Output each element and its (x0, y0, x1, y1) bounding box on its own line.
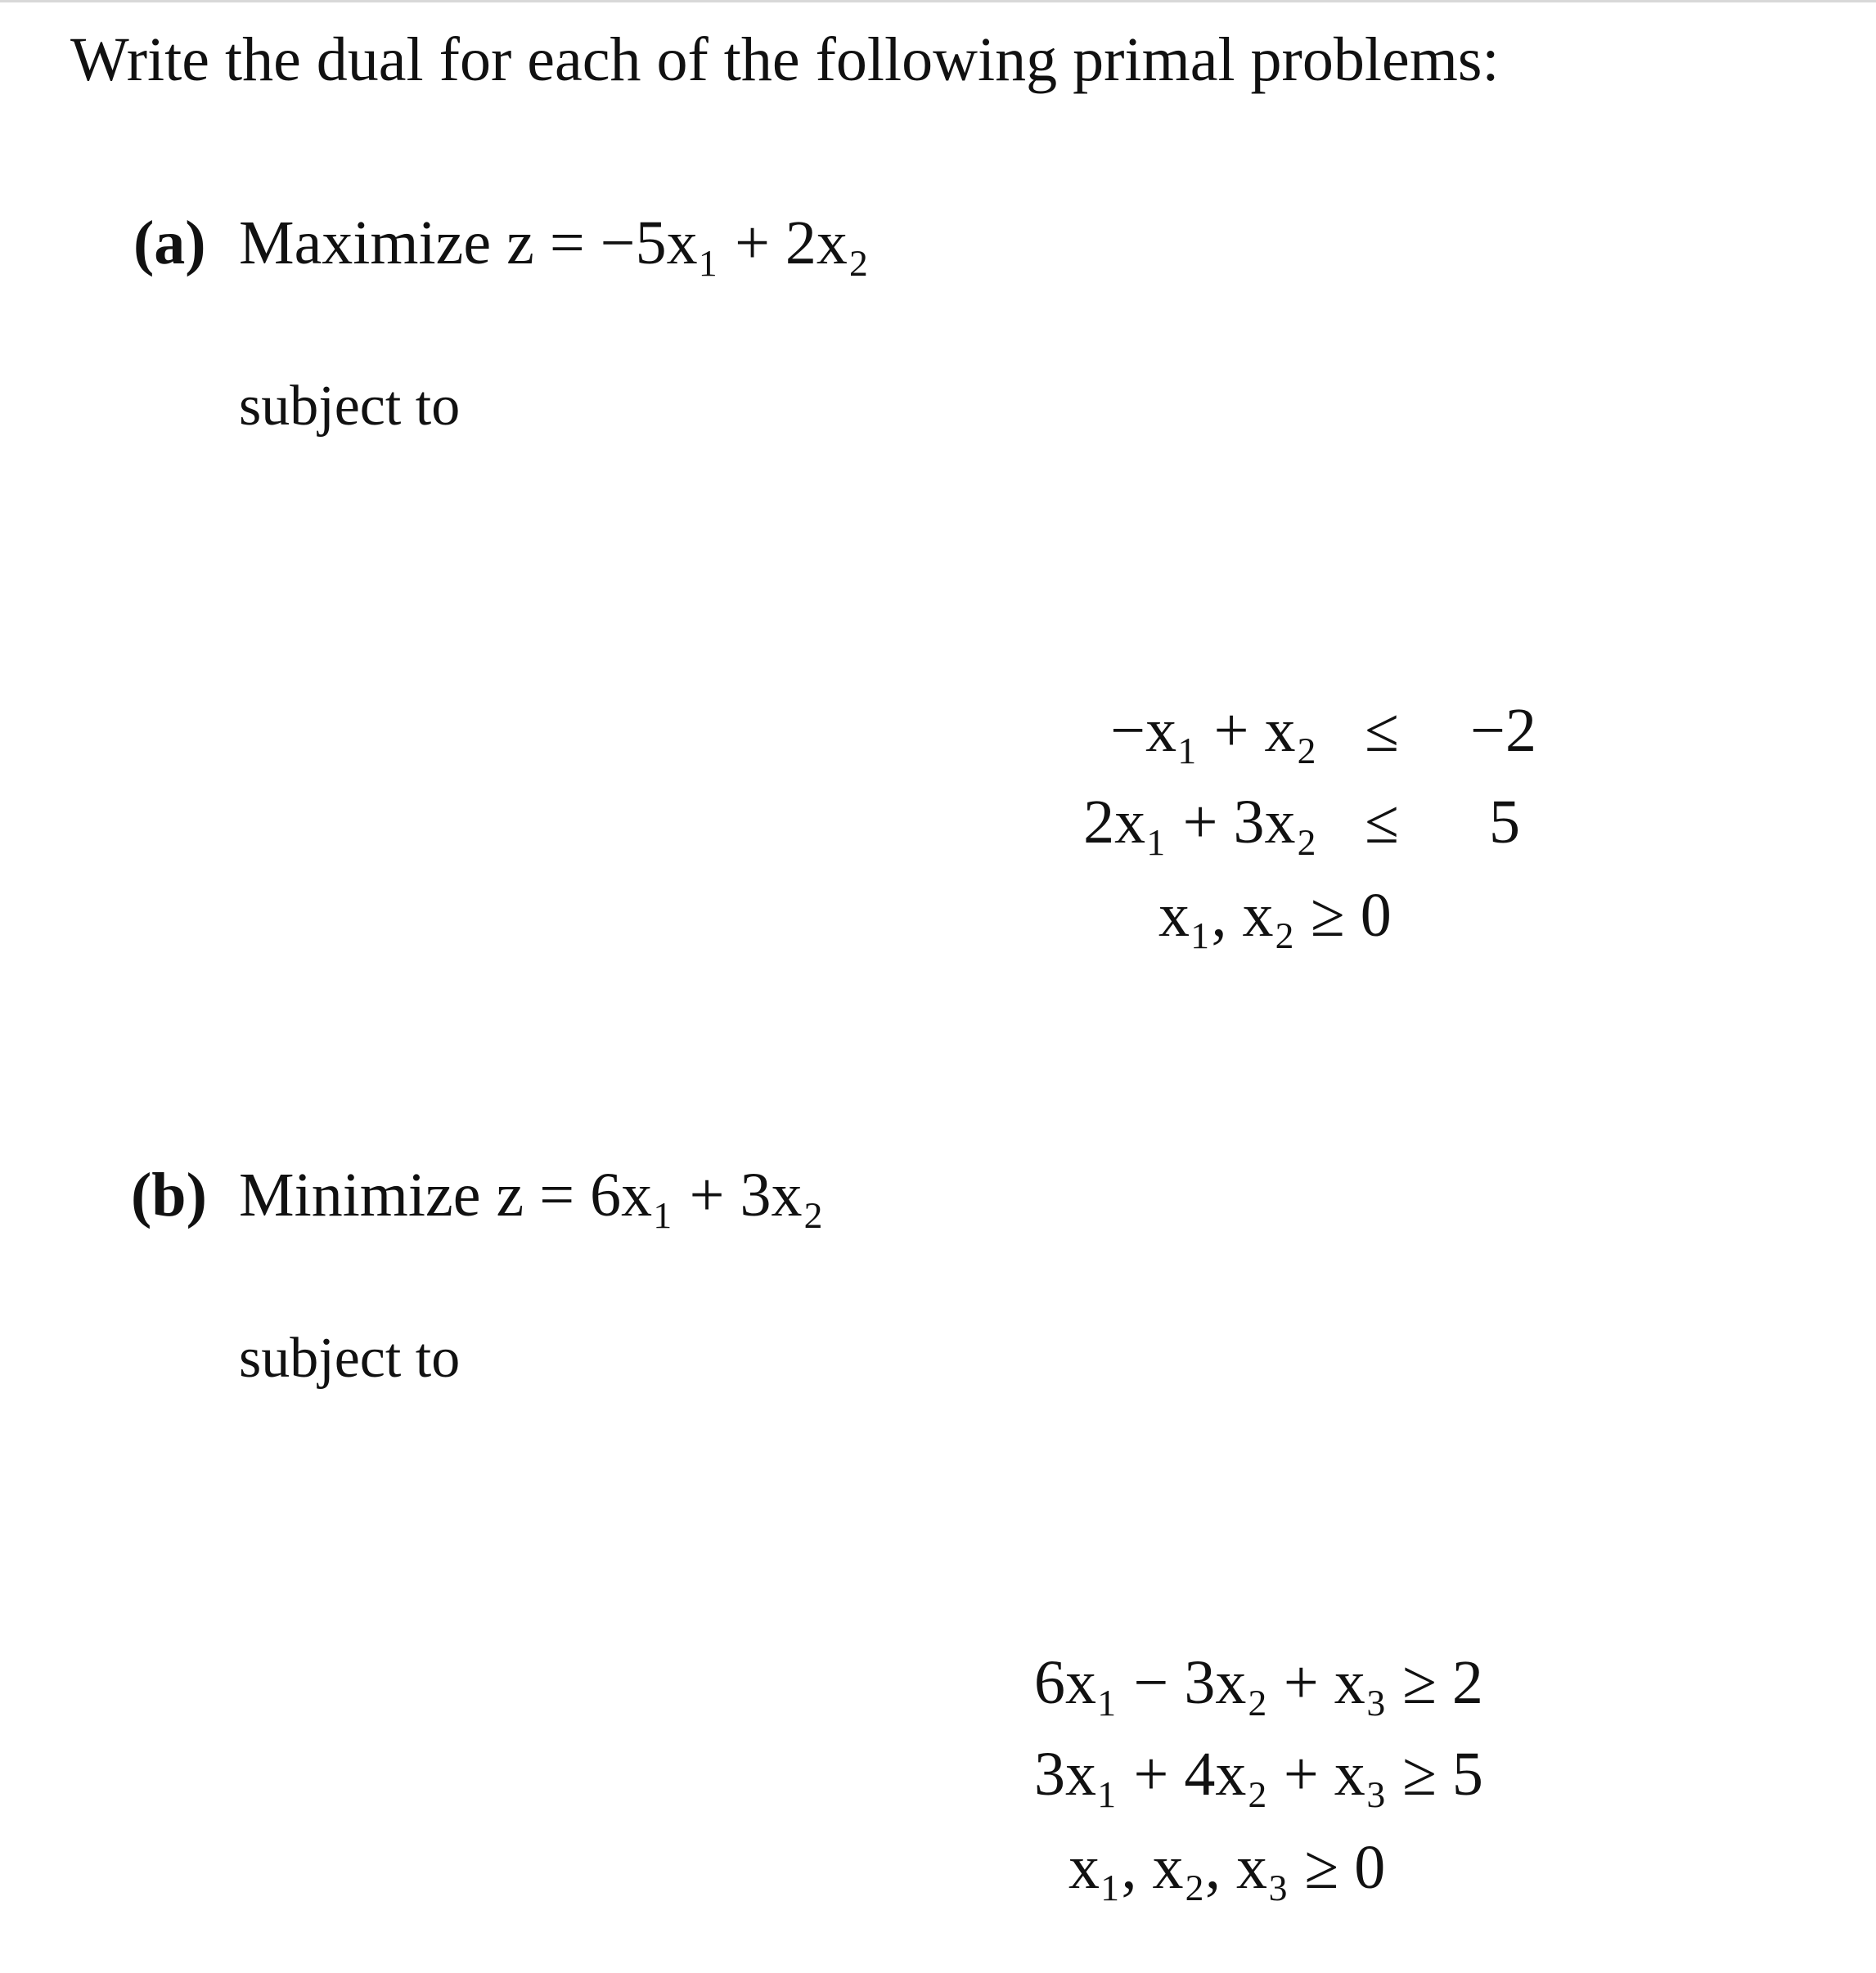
part-a-constraint-1 (1039, 694, 1536, 767)
part-b-nonnegativity: x₁, x₂, x₃ ≥ 0 (1068, 1833, 1386, 1902)
part-a-constraint-1-rel: ≤ (1365, 696, 1399, 765)
part-a-nonnegativity: x₁, x₂ ≥ 0 (1158, 881, 1392, 950)
part-b-constraint-1: 6x₁ − 3x₂ + x₃ ≥ 2 (1034, 1648, 1483, 1717)
part-a-constraint-2-rhs: 5 (1489, 788, 1520, 856)
part-b-constraint-2: 3x₁ + 4x₂ + x₃ ≥ 5 (1034, 1740, 1483, 1809)
part-a-objective: Maximize z = −5x₁ + 2x₂ (239, 209, 870, 277)
part-a-constraint-1-lhs: −x₁ + x₂ (1110, 696, 1317, 765)
part-a-constraint-2 (1039, 785, 1520, 859)
part-b-subject-to: subject to (239, 1327, 461, 1390)
part-a-label (133, 206, 206, 280)
intro-text: Write the dual for each of the following primal problems: (70, 25, 1500, 94)
part-a-constraint-2-rel: ≤ (1365, 788, 1399, 856)
part-b-objective: Minimize z = 6x₁ + 3x₂ (239, 1161, 824, 1229)
part-a-label-text: (a) (133, 209, 206, 277)
part-b-label-text: (b) (131, 1161, 207, 1229)
part-a-constraint-2-lhs: 2x₁ + 3x₂ (1083, 788, 1317, 856)
part-a-subject-to: subject to (239, 375, 461, 438)
part-a-constraint-1-rhs: −2 (1470, 696, 1536, 765)
part-b-label (131, 1158, 207, 1232)
top-rule (0, 0, 1876, 2)
